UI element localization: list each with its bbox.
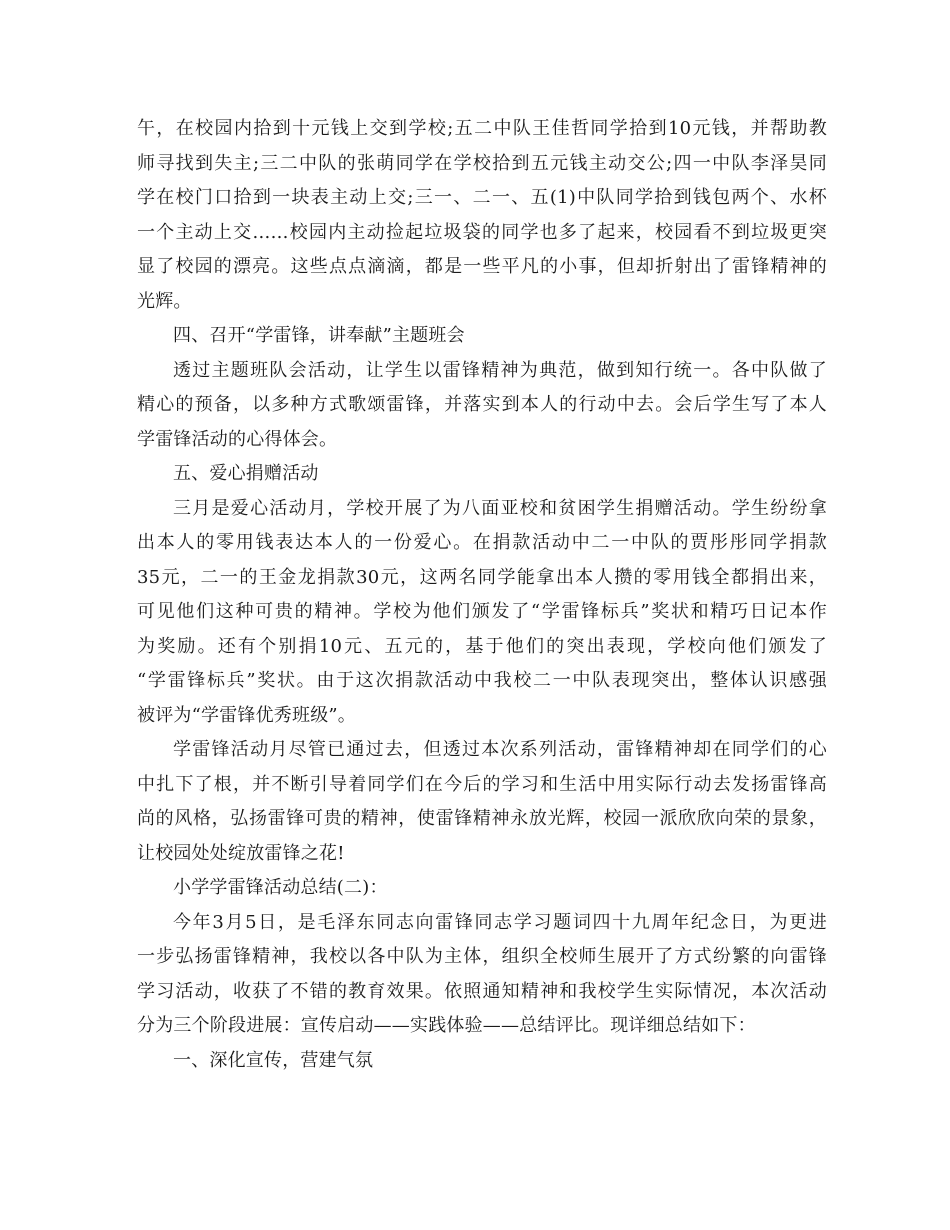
paragraph-line: 今年3月5日，是毛泽东同志向雷锋同志学习题词四十九周年纪念日，为更进 [173,911,827,933]
paragraph-line: 学在校门口拾到一块表主动上交;三一、二一、五(1)中队同学拾到钱包两个、水杯 [137,187,827,208]
paragraph-line: 一步弘扬雷锋精神，我校以各中队为主体，组织全校师生展开了方式纷繁的向雷锋 [137,946,827,967]
paragraph-line: 学雷锋活动月尽管已通过去，但透过本次系列活动，雷锋精神却在同学们的心 [173,739,827,760]
paragraph-line: 午，在校园内拾到十元钱上交到学校;五二中队王佳哲同学拾到10元钱，并帮助教 [137,118,827,139]
paragraph-line: 尚的风格，弘扬雷锋可贵的精神，使雷锋精神永放光辉，校园一派欣欣向荣的景象， [137,808,827,829]
paragraph-line: 透过主题班队会活动，让学生以雷锋精神为典范，做到知行统一。各中队做了 [173,359,827,381]
paragraph-line: 35元，二一的王金龙捐款30元，这两名同学能拿出本人攒的零用钱全都捐出来， [137,566,827,588]
paragraph-line: 三月是爱心活动月，学校开展了为八面亚校和贫困学生捐赠活动。学生纷纷拿 [173,497,827,519]
paragraph-line: 五、爱心捐赠活动 [173,463,319,484]
paragraph-line: 让校园处处绽放雷锋之花! [137,842,345,864]
paragraph-line: “学雷锋标兵”奖状。由于这次捐款活动中我校二一中队表现突出，整体认识感强 [137,670,827,691]
paragraph-line: 四、召开“学雷锋，讲奉献”主题班会 [173,325,465,346]
paragraph-line: 学雷锋活动的心得体会。 [137,428,338,450]
paragraph-line: 学习活动，收获了不错的教育效果。依照通知精神和我校学生实际情况，本次活动 [137,980,827,1002]
paragraph-line: 精心的预备，以多种方式歌颂雷锋，并落实到本人的行动中去。会后学生写了本人 [137,394,827,415]
paragraph-line: 中扎下了根，并不断引导着同学们在今后的学习和生活中用实际行动去发扬雷锋高 [137,773,827,795]
paragraph-line: 小学学雷锋活动总结(二)： [173,877,388,898]
document-body [137,112,827,1078]
paragraph-line: 出本人的零用钱表达本人的一份爱心。在捐款活动中二一中队的贾彤彤同学捐款 [137,532,827,553]
paragraph-line: 师寻找到失主;三二中队的张萌同学在学校拾到五元钱主动交公;四一中队李泽昊同 [137,152,827,174]
paragraph-line: 为奖励。还有个别捐10元、五元的，基于他们的突出表现，学校向他们颁发了 [137,635,827,657]
paragraph-line: 分为三个阶段进展：宣传启动——实践体验——总结评比。现详细总结如下： [137,1015,756,1036]
paragraph-line: 一个主动上交……校园内主动捡起垃圾袋的同学也多了起来，校园看不到垃圾更突 [137,221,827,243]
paragraph-line: 可见他们这种可贵的精神。学校为他们颁发了“学雷锋标兵”奖状和精巧日记本作 [137,601,827,622]
paragraph-line: 显了校园的漂亮。这些点点滴滴，都是一些平凡的小事，但却折射出了雷锋精神的 [137,256,827,277]
paragraph-line: 光辉。 [137,290,192,312]
paragraph-line: 被评为“学雷锋优秀班级”。 [137,704,357,726]
paragraph-line: 一、深化宣传，营建气氛 [173,1049,374,1071]
